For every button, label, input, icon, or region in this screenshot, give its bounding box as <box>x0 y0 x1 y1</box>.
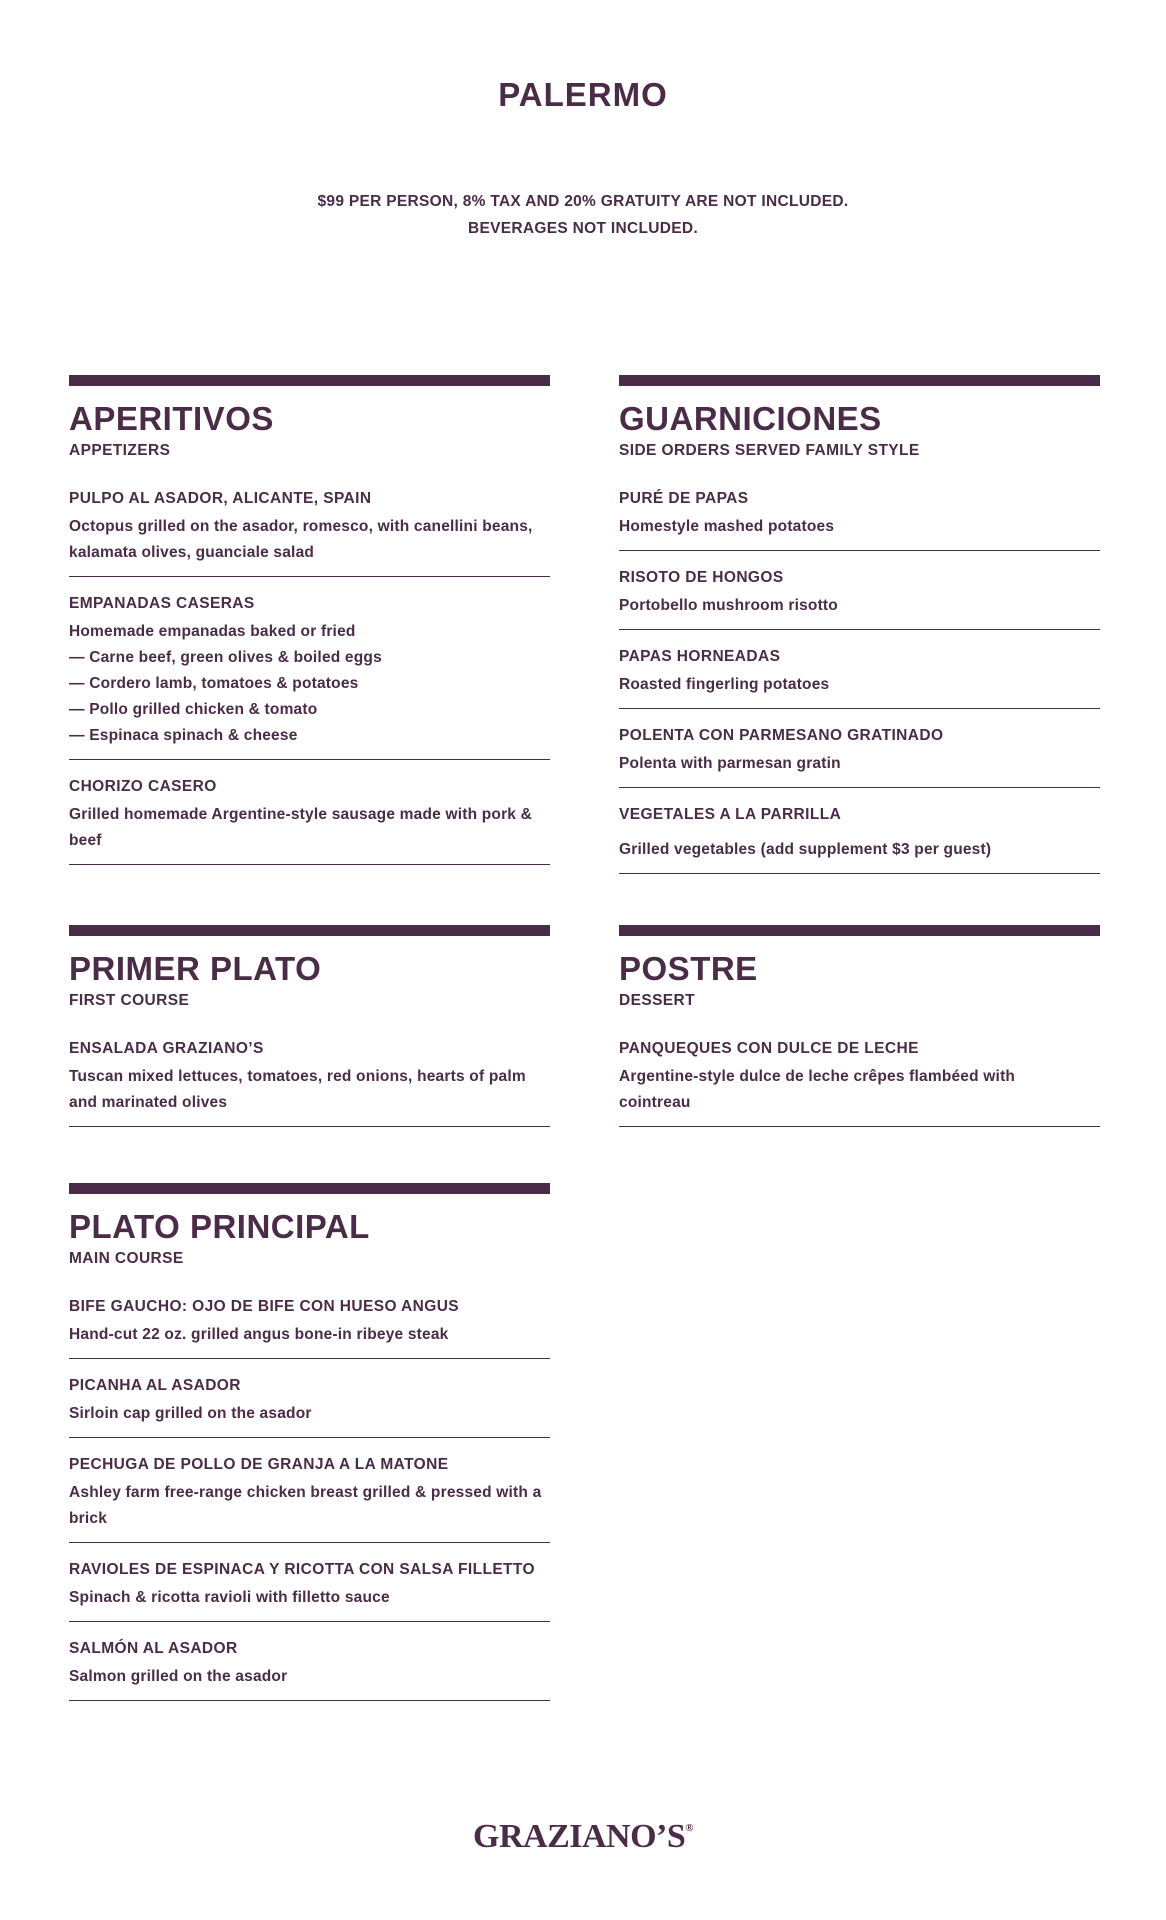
menu-item <box>619 489 1100 551</box>
menu-item-name: ENSALADA GRAZIANO’S <box>69 1040 264 1057</box>
menu-item <box>69 1455 550 1543</box>
section-title: POSTRE <box>619 950 758 987</box>
menu-item-name: PECHUGA DE POLLO DE GRANJA A LA MATONE <box>69 1456 449 1473</box>
empanada-option: — Espinaca spinach & cheese <box>69 727 298 744</box>
menu-item <box>69 489 550 577</box>
section-subtitle: SIDE ORDERS SERVED FAMILY STYLE <box>619 442 920 459</box>
section-guarniciones <box>619 375 1100 891</box>
menu-item <box>619 726 1100 788</box>
menu-item <box>69 1639 550 1701</box>
pricing-notice <box>0 188 1166 242</box>
menu-item-name: POLENTA CON PARMESANO GRATINADO <box>619 727 944 744</box>
menu-item-description: Grilled homemade Argentine-style sausage made with pork & beef <box>69 806 533 849</box>
empanada-option: — Carne beef, green olives & boiled eggs <box>69 649 382 666</box>
menu-item-description: Ashley farm free-range chicken breast grilled & pressed with a brick <box>69 1484 542 1527</box>
menu-item-name: EMPANADAS CASERAS <box>69 595 255 612</box>
registered-mark: ® <box>685 1822 693 1834</box>
menu-item-name: PANQUEQUES CON DULCE DE LECHE <box>619 1040 919 1057</box>
beverages-notice-line: BEVERAGES NOT INCLUDED. <box>468 220 698 237</box>
section-subtitle: MAIN COURSE <box>69 1250 184 1267</box>
menu-item <box>69 777 550 865</box>
menu-item-description-text: Homemade empanadas baked or fried <box>69 623 356 640</box>
menu-item-description: Hand-cut 22 oz. grilled angus bone-in ribeye steak <box>69 1326 449 1343</box>
section-plato-principal <box>69 1183 550 1718</box>
section-subtitle: FIRST COURSE <box>69 992 190 1009</box>
menu-item-description: Salmon grilled on the asador <box>69 1668 288 1685</box>
menu-item-description <box>69 619 550 749</box>
section-divider-bar <box>619 925 1100 936</box>
menu-item <box>619 805 1100 874</box>
menu-item-name: RAVIOLES DE ESPINACA Y RICOTTA CON SALSA FILLETTO <box>69 1561 535 1578</box>
menu-item <box>619 647 1100 709</box>
section-aperitivos <box>69 375 550 882</box>
menu-item-description: Tuscan mixed lettuces, tomatoes, red onions, hearts of palm and marinated olives <box>69 1068 526 1111</box>
menu-item <box>619 1039 1100 1127</box>
menu-item-name: PURÉ DE PAPAS <box>619 490 749 507</box>
section-divider-bar <box>69 925 550 936</box>
menu-item-name: CHORIZO CASERO <box>69 778 217 795</box>
menu-item-description: Polenta with parmesan gratin <box>619 755 841 772</box>
section-postre <box>619 925 1100 1144</box>
section-primer-plato <box>69 925 550 1144</box>
menu-item-name: PAPAS HORNEADAS <box>619 648 781 665</box>
menu-item-name: VEGETALES A LA PARRILLA <box>619 806 842 823</box>
section-title: GUARNICIONES <box>619 400 882 437</box>
empanada-option: — Pollo grilled chicken & tomato <box>69 701 318 718</box>
menu-item <box>69 1376 550 1438</box>
page-title: PALERMO <box>498 76 668 113</box>
menu-item-name: PULPO AL ASADOR, ALICANTE, SPAIN <box>69 490 372 507</box>
menu-item-description: Argentine-style dulce de leche crêpes flambéed with cointreau <box>619 1068 1016 1111</box>
pricing-notice-line: $99 PER PERSON, 8% TAX AND 20% GRATUITY ARE NOT INCLUDED. <box>317 193 849 210</box>
section-divider-bar <box>69 1183 550 1194</box>
menu-item-description: Portobello mushroom risotto <box>619 597 838 614</box>
section-title: PLATO PRINCIPAL <box>69 1208 370 1245</box>
menu-item <box>69 594 550 760</box>
section-subtitle: DESSERT <box>619 992 696 1009</box>
menu-item-description: Octopus grilled on the asador, romesco, with canellini beans, kalamata olives, guanciale salad <box>69 518 533 561</box>
section-subtitle: APPETIZERS <box>69 442 171 459</box>
menu-item-name: RISOTO DE HONGOS <box>619 569 784 586</box>
menu-item-name: PICANHA AL ASADOR <box>69 1377 241 1394</box>
menu-item-description: Homestyle mashed potatoes <box>619 518 835 535</box>
menu-item-name: SALMÓN AL ASADOR <box>69 1640 238 1657</box>
menu-item-description: Roasted fingerling potatoes <box>619 676 830 693</box>
empanada-option: — Cordero lamb, tomatoes & potatoes <box>69 675 359 692</box>
section-title: APERITIVOS <box>69 400 274 437</box>
menu-item-name: BIFE GAUCHO: OJO DE BIFE CON HUESO ANGUS <box>69 1298 460 1315</box>
menu-item <box>619 568 1100 630</box>
logo-wordmark: GRAZIANO’S <box>473 1818 686 1855</box>
menu-item-description: Grilled vegetables (add supplement $3 per guest) <box>619 841 992 858</box>
menu-item <box>69 1297 550 1359</box>
menu-item <box>69 1039 550 1127</box>
menu-item-description: Sirloin cap grilled on the asador <box>69 1405 312 1422</box>
graziano-logo <box>0 1818 1166 1856</box>
section-divider-bar <box>619 375 1100 386</box>
section-divider-bar <box>69 375 550 386</box>
section-title: PRIMER PLATO <box>69 950 322 987</box>
menu-item <box>69 1560 550 1622</box>
menu-item-description: Spinach & ricotta ravioli with filletto sauce <box>69 1589 390 1606</box>
